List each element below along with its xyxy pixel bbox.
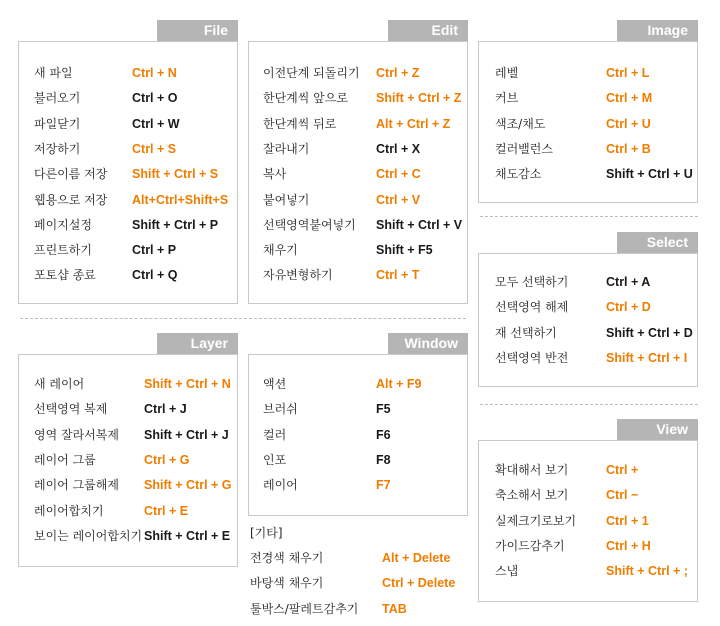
shortcut-keys: Shift + Ctrl + G	[144, 478, 232, 493]
shortcut-keys: Shift + Ctrl + P	[132, 217, 219, 232]
shortcut-label: 불러오기	[34, 91, 81, 106]
file-shortcut-row	[19, 140, 237, 158]
shortcut-label: 새 파일	[34, 66, 73, 80]
shortcut-keys: TAB	[382, 601, 407, 616]
layer-shortcut-row	[19, 527, 237, 545]
select-panel	[478, 253, 698, 387]
shortcut-keys: F5	[376, 402, 391, 417]
image-shortcut-row	[479, 165, 697, 183]
shortcut-label: 영역 잘라서복제	[34, 427, 119, 442]
shortcut-label: 선택영역붙여넣기	[263, 217, 356, 232]
shortcut-label: 레이어	[263, 478, 298, 493]
shortcut-keys: Shift + Ctrl + J	[144, 427, 229, 442]
window-shortcut-row	[249, 375, 467, 393]
etc-block	[236, 540, 472, 620]
shortcut-label: 저장하기	[34, 141, 81, 156]
shortcut-keys: Ctrl + Delete	[382, 576, 456, 591]
shortcut-keys: Ctrl + S	[132, 141, 177, 156]
shortcut-keys: Ctrl + M	[606, 91, 653, 106]
layer-shortcut-row	[19, 375, 237, 393]
shortcut-label: 보이는 레이어합치기	[34, 528, 143, 543]
edit-shortcut-row	[249, 64, 467, 82]
select-shortcut-row	[479, 298, 697, 316]
shortcut-label: 실제크기로보기	[495, 513, 577, 528]
shortcut-label: 레벨	[495, 66, 519, 80]
divider	[20, 318, 466, 319]
shortcut-label: 스냅	[495, 564, 519, 579]
shortcut-label: 프린트하기	[34, 243, 92, 258]
shortcut-keys: Ctrl + B	[606, 141, 651, 156]
select-shortcut-row	[479, 324, 697, 342]
select-shortcut-row	[479, 273, 697, 291]
etc-shortcut-row	[236, 600, 472, 618]
layer-shortcut-row	[19, 451, 237, 469]
shortcut-keys: Ctrl + W	[132, 116, 180, 131]
layer-shortcut-row	[19, 400, 237, 418]
etc-title: [기타]	[250, 526, 283, 540]
shortcut-keys: Alt + Delete	[382, 551, 451, 565]
shortcut-label: 모두 선택하기	[495, 275, 569, 289]
shortcut-label: 툴박스/팔레트감추기	[250, 601, 359, 616]
shortcut-label: 재 선택하기	[495, 325, 557, 340]
file-shortcut-row	[19, 64, 237, 82]
edit-shortcut-row	[249, 266, 467, 284]
shortcut-label: 채우기	[263, 243, 298, 258]
shortcut-keys: Ctrl + V	[376, 192, 421, 207]
edit-tab: Edit	[388, 20, 468, 41]
image-shortcut-row	[479, 115, 697, 133]
shortcut-keys: Ctrl + X	[376, 141, 421, 156]
layer-shortcut-row	[19, 502, 237, 520]
divider	[480, 216, 698, 217]
image-panel	[478, 41, 698, 203]
shortcut-label: 축소해서 보기	[495, 488, 569, 503]
shortcut-keys: F8	[376, 452, 391, 467]
window-shortcut-row	[249, 400, 467, 418]
shortcut-keys: Shift + Ctrl + ;	[606, 564, 688, 579]
file-panel	[18, 41, 238, 304]
shortcut-label: 확대해서 보기	[495, 463, 569, 477]
file-shortcut-row	[19, 266, 237, 284]
shortcut-keys: Ctrl + O	[132, 91, 178, 106]
view-shortcut-row	[479, 486, 697, 504]
shortcut-keys: Shift + Ctrl + I	[606, 350, 688, 365]
shortcut-label: 컬러밸런스	[495, 141, 553, 156]
shortcut-label: 복사	[263, 167, 287, 182]
shortcut-keys: Shift + Ctrl + D	[606, 325, 693, 340]
shortcut-label: 파일닫기	[34, 116, 81, 131]
shortcut-label: 웹용으로 저장	[34, 192, 108, 207]
shortcut-label: 새 레이어	[34, 377, 85, 391]
file-shortcut-row	[19, 216, 237, 234]
shortcut-keys: Ctrl + N	[132, 66, 177, 80]
shortcut-keys: Ctrl + T	[376, 268, 420, 283]
shortcut-label: 컬러	[263, 427, 287, 442]
shortcut-keys: Alt + Ctrl + Z	[376, 116, 451, 131]
select-shortcut-row	[479, 349, 697, 367]
etc-shortcut-row	[236, 574, 472, 592]
shortcut-keys: Shift + Ctrl + V	[376, 217, 463, 232]
shortcut-label: 선택영역 반전	[495, 350, 569, 365]
image-shortcut-row	[479, 89, 697, 107]
shortcut-label: 자유변형하기	[263, 268, 333, 283]
view-shortcut-row	[479, 461, 697, 479]
shortcut-keys: F7	[376, 478, 391, 493]
edit-shortcut-row	[249, 165, 467, 183]
window-panel	[248, 354, 468, 516]
edit-shortcut-row	[249, 216, 467, 234]
shortcut-keys: Ctrl +	[606, 463, 639, 477]
shortcut-label: 브러쉬	[263, 402, 298, 417]
shortcut-label: 페이지설정	[34, 217, 92, 232]
shortcut-keys: Ctrl + 1	[606, 513, 649, 528]
shortcut-label: 레이어 그룹	[34, 452, 96, 467]
shortcut-keys: Ctrl + Z	[376, 66, 420, 80]
layer-tab: Layer	[157, 333, 238, 354]
shortcut-label: 레이어합치기	[34, 503, 104, 518]
shortcut-label: 레이어 그룹해제	[34, 478, 119, 493]
shortcut-keys: Ctrl + U	[606, 116, 651, 131]
view-shortcut-row	[479, 562, 697, 580]
edit-shortcut-row	[249, 191, 467, 209]
layer-shortcut-row	[19, 476, 237, 494]
shortcut-keys: Ctrl + D	[606, 300, 651, 315]
shortcut-label: 인포	[263, 452, 287, 467]
file-shortcut-row	[19, 115, 237, 133]
shortcut-label: 포토샵 종료	[34, 268, 96, 283]
shortcut-keys: F6	[376, 427, 391, 442]
shortcut-keys: Ctrl −	[606, 488, 639, 503]
shortcut-keys: Shift + Ctrl + S	[132, 167, 219, 182]
view-panel	[478, 440, 698, 602]
shortcut-label: 색조/채도	[495, 116, 546, 131]
edit-shortcut-row	[249, 241, 467, 259]
window-shortcut-row	[249, 476, 467, 494]
view-tab: View	[617, 419, 698, 440]
shortcut-label: 커브	[495, 91, 519, 106]
layer-shortcut-row	[19, 426, 237, 444]
file-shortcut-row	[19, 191, 237, 209]
shortcut-label: 잘라내기	[263, 141, 310, 156]
shortcut-keys: Shift + Ctrl + Z	[376, 91, 462, 106]
shortcut-keys: Alt + F9	[376, 377, 422, 391]
window-shortcut-row	[249, 426, 467, 444]
shortcut-keys: Ctrl + E	[144, 503, 189, 518]
shortcut-keys: Ctrl + Q	[132, 268, 178, 283]
layer-panel	[18, 354, 238, 567]
divider	[480, 404, 698, 405]
image-tab: Image	[617, 20, 698, 41]
shortcut-keys: Ctrl + H	[606, 538, 651, 553]
edit-shortcut-row	[249, 140, 467, 158]
etc-shortcut-row	[236, 549, 472, 567]
shortcut-keys: Shift + Ctrl + U	[606, 167, 693, 182]
edit-shortcut-row	[249, 89, 467, 107]
file-shortcut-row	[19, 241, 237, 259]
shortcut-label: 채도감소	[495, 167, 542, 182]
shortcut-label: 한단계씩 앞으로	[263, 91, 348, 106]
select-tab: Select	[617, 232, 698, 253]
shortcut-label: 이전단계 되돌리기	[263, 66, 360, 80]
view-shortcut-row	[479, 537, 697, 555]
shortcut-label: 붙여넣기	[263, 192, 310, 207]
shortcut-label: 바탕색 채우기	[250, 576, 324, 591]
shortcut-label: 가이드감추기	[495, 538, 565, 553]
shortcut-keys: Shift + Ctrl + E	[144, 528, 231, 543]
shortcut-label: 한단계씩 뒤로	[263, 116, 337, 131]
shortcut-keys: Ctrl + A	[606, 275, 651, 289]
shortcut-keys: Ctrl + P	[132, 243, 177, 258]
edit-panel	[248, 41, 468, 304]
image-shortcut-row	[479, 140, 697, 158]
shortcut-label: 액션	[263, 377, 287, 391]
shortcut-keys: Ctrl + L	[606, 66, 650, 80]
file-shortcut-row	[19, 89, 237, 107]
edit-shortcut-row	[249, 115, 467, 133]
shortcut-keys: Ctrl + G	[144, 452, 190, 467]
shortcut-keys: Ctrl + C	[376, 167, 421, 182]
window-tab: Window	[388, 333, 468, 354]
window-shortcut-row	[249, 451, 467, 469]
shortcut-keys: Alt+Ctrl+Shift+S	[132, 192, 229, 207]
shortcut-keys: Ctrl + J	[144, 402, 187, 417]
shortcut-keys: Shift + Ctrl + N	[144, 377, 231, 391]
shortcut-keys: Shift + F5	[376, 243, 433, 258]
view-shortcut-row	[479, 512, 697, 530]
shortcut-label: 선택영역 복제	[34, 402, 108, 417]
file-shortcut-row	[19, 165, 237, 183]
shortcut-label: 다른이름 저장	[34, 167, 108, 182]
file-tab: File	[157, 20, 238, 41]
shortcut-label: 전경색 채우기	[250, 551, 324, 565]
image-shortcut-row	[479, 64, 697, 82]
shortcut-label: 선택영역 해제	[495, 300, 569, 315]
